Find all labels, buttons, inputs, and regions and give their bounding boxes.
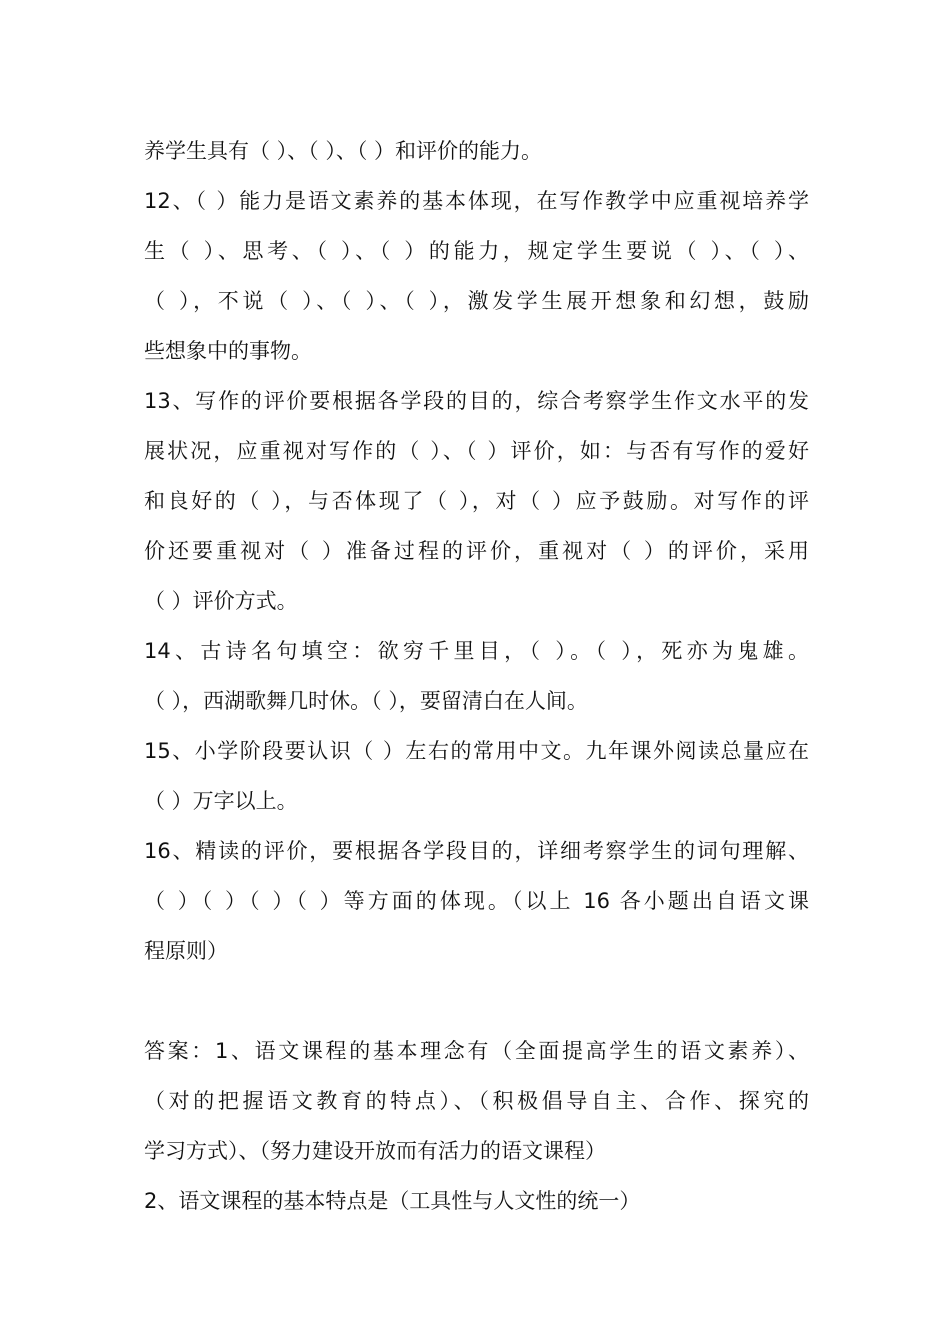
text-line: 展状况，应重视对写作的（ ）、（ ）评价，如：与否有写作的爱好 [144,439,809,463]
text-line: 16、精读的评价，要根据各学段目的，详细考察学生的词句理解、 [144,839,809,863]
text-line: 价还要重视对（ ）准备过程的评价，重视对（ ）的评价，采用 [144,539,809,563]
text-line: 13、写作的评价要根据各学段的目的，综合考察学生作文水平的发 [144,389,809,413]
questions-section [144,126,809,976]
document-body [144,126,809,1226]
text-line: （ ）万字以上。 [144,789,298,813]
text-line: 些想象中的事物。 [144,339,312,363]
text-line: 14、古诗名句填空：欲穷千里目，（ ）。（ ），死亦为鬼雄。 [144,639,809,663]
text-line: 12、（ ）能力是语文素养的基本体现，在写作教学中应重视培养学 [144,189,809,213]
answers-section [144,1026,809,1226]
text-line: 程原则） [144,939,228,963]
text-line: （ ）（ ）（ ）（ ）等方面的体现。（以上 16 各小题出自语文课 [144,889,809,913]
section-gap [144,976,809,1026]
text-line: （ ），不说（ ）、（ ）、（ ），激发学生展开想象和幻想，鼓励 [144,289,809,313]
text-line: 养学生具有（ ）、（ ）、（ ）和评价的能力。 [144,139,543,163]
text-line: 学习方式）、（努力建设开放而有活力的语文课程） [144,1139,606,1163]
text-line: 2、语文课程的基本特点是（工具性与人文性的统一） [144,1189,641,1213]
text-line: （ ）评价方式。 [144,589,298,613]
text-line: 和良好的（ ），与否体现了（ ），对（ ）应予鼓励。对写作的评 [144,489,809,513]
text-line: 15、小学阶段要认识（ ）左右的常用中文。九年课外阅读总量应在 [144,739,809,763]
text-line: （ ），西湖歌舞几时休。（ ），要留清白在人间。 [144,689,588,713]
text-line: 生（ ）、思考、（ ）、（ ）的能力，规定学生要说（ ）、（ ）、 [144,239,809,263]
text-line: （对的把握语文教育的特点）、（积极倡导自主、合作、探究的 [144,1089,809,1113]
text-line: 答案：1、语文课程的基本理念有（全面提高学生的语文素养）、 [144,1039,809,1063]
